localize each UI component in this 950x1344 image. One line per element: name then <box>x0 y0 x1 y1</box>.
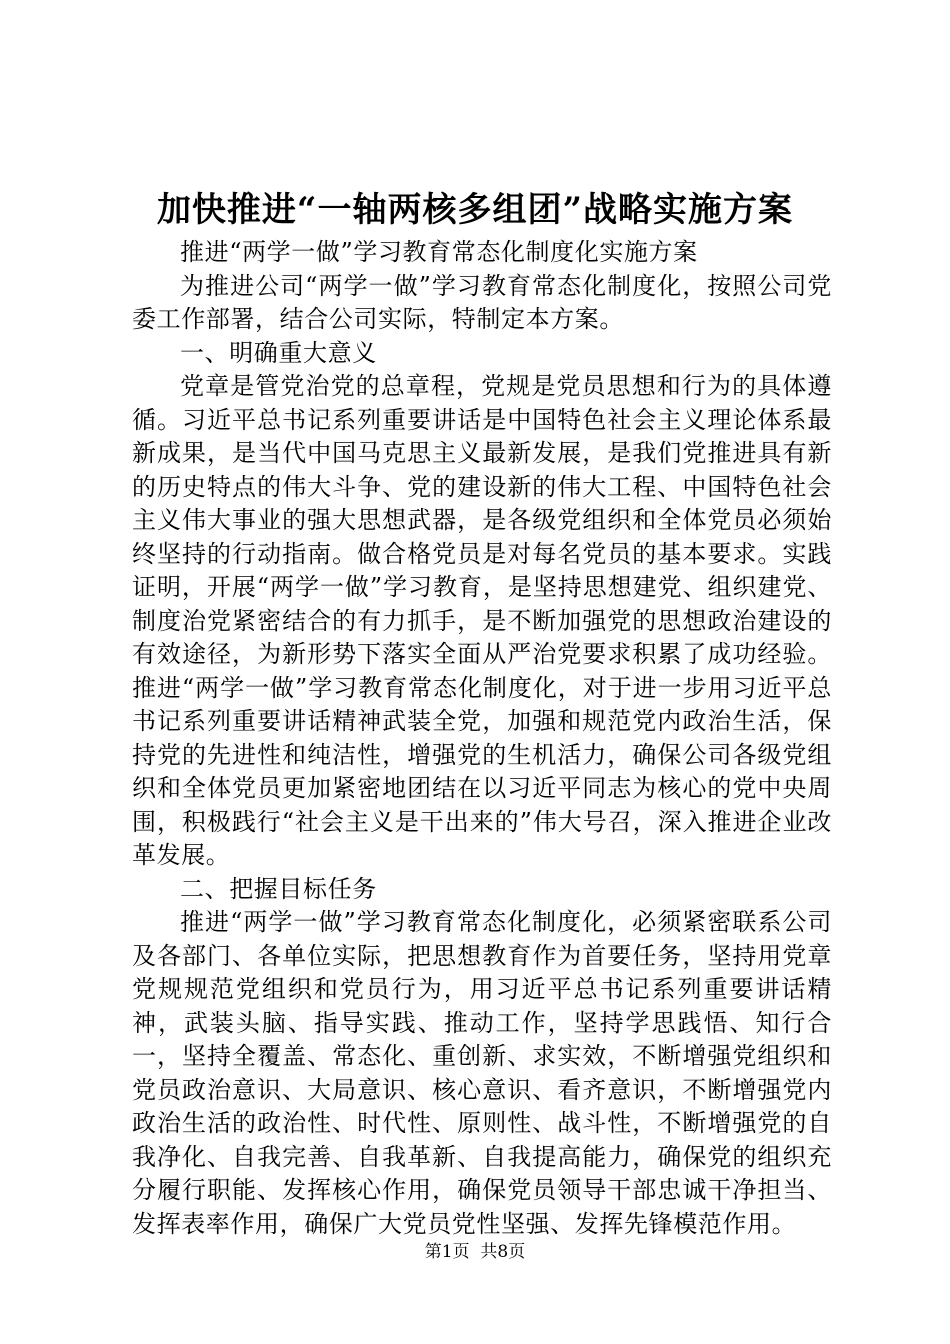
intro-paragraph: 为推进公司“两学一做”学习教育常态化制度化，按照公司党委工作部署，结合公司实际，特制定本方案。 <box>132 271 832 333</box>
subtitle-paragraph: 推进“两学一做”学习教育常态化制度化实施方案 <box>180 238 698 266</box>
document-body <box>132 236 832 1241</box>
section-1-paragraph: 党章是管党治党的总章程，党规是党员思想和行为的具体遵循。习近平总书记系列重要讲话是中国特色社会主义理论体系最新成果，是当代中国马克思主义最新发展，是我们党推进具有新的历史特点的伟大斗争、党的建设新的伟大工程、中国特色社会主义伟大事业的强大思想武器，是各级党组织和全体党员必须始终坚持的行动指南。做合格党员是对每名党员的基本要求。实践证明，开展“两学一做”学习教育，是坚持思想建党、组织建党、制度治党紧密结合的有力抓手，是不断加强党的思想政治建设的有效途径，为新形势下落实全面从严治党要求积累了成功经验。推进“两学一做”学习教育常态化制度化，对于进一步用习近平总书记系列重要讲话精神武装全党，加强和规范党内政治生活，保持党的先进性和纯洁性，增强党的生机活力，确保公司各级党组织和全体党员更加紧密地团结在以习近平同志为核心的党中央周围，积极践行“社会主义是干出来的”伟大号召，深入推进企业改革发展。 <box>132 372 832 869</box>
section-heading-2: 二、把握目标任务 <box>180 874 377 903</box>
page-number-footer: 第1页 共8页 <box>424 1242 526 1262</box>
document-title: 加快推进“一轴两核多组团”战略实施方案 <box>156 190 794 230</box>
section-2-paragraph: 推进“两学一做”学习教育常态化制度化，必须紧密联系公司及各部门、各单位实际，把思想教育作为首要任务，坚持用党章党规规范党组织和党员行为，用习近平总书记系列重要讲话精神，武装头脑、指导实践、推动工作，坚持学思践悟、知行合一，坚持全覆盖、常态化、重创新、求实效，不断增强党组织和党员政治意识、大局意识、核心意识、看齐意识，不断增强党内政治生活的政治性、时代性、原则性、战斗性，不断增强党的自我净化、自我完善、自我革新、自我提高能力，确保党的组织充分履行职能、发挥核心作用，确保党员领导干部忠诚干净担当、发挥表率作用，确保广大党员党性坚强、发挥先锋模范作用。 <box>132 908 832 1238</box>
section-heading-1: 一、明确重大意义 <box>180 338 377 367</box>
